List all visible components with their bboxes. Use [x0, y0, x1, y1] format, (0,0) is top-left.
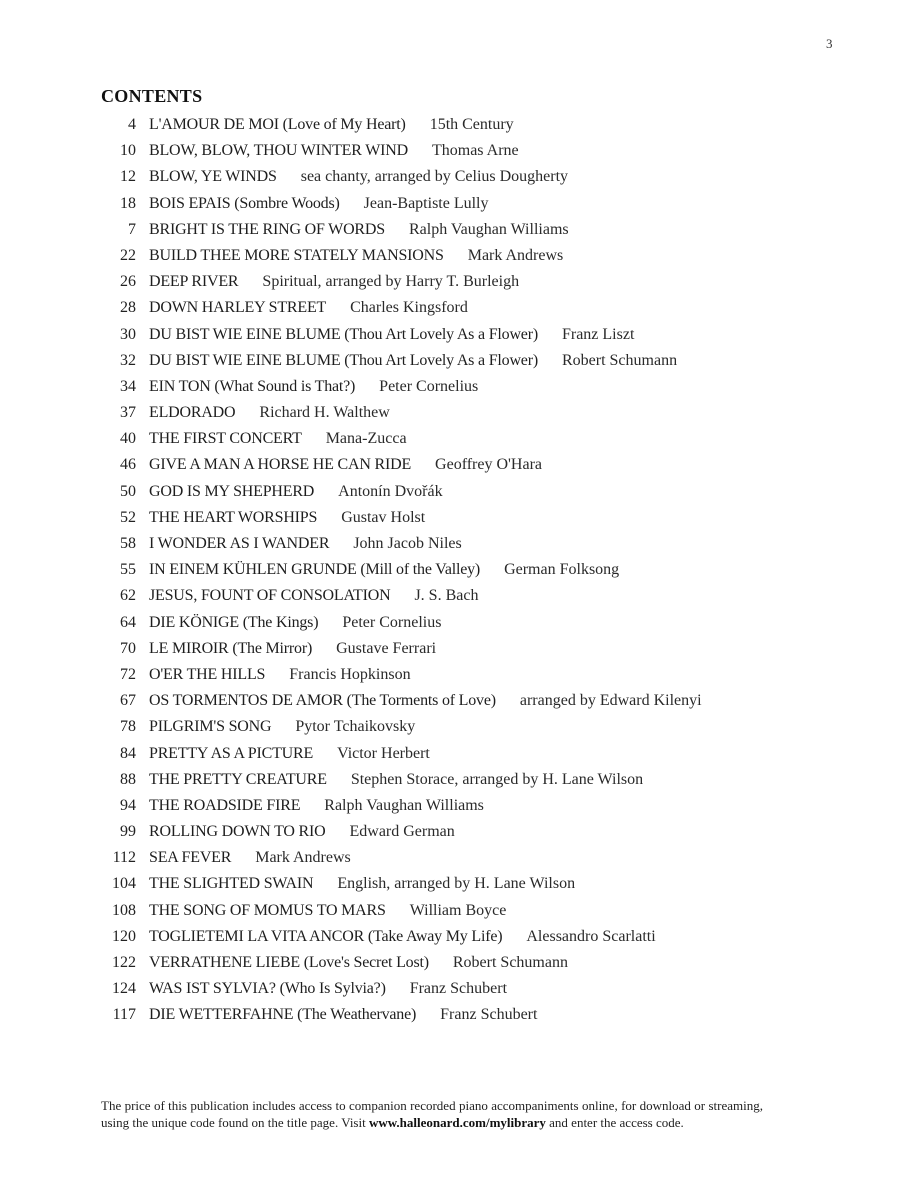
toc-entry[interactable] [100, 557, 702, 583]
toc-song-title: BLOW, YE WINDS [149, 168, 277, 186]
toc-entry[interactable] [100, 217, 702, 243]
toc-page-number: 7 [128, 220, 136, 238]
toc-composer: Stephen Storace, arranged by H. Lane Wilson [350, 770, 644, 788]
toc-entry[interactable] [100, 898, 702, 924]
toc-entry[interactable] [100, 662, 702, 688]
toc-composer: J. S. Bach [414, 587, 479, 605]
toc-song-title: DIE WETTERFAHNE (The Weathervane) [149, 1006, 417, 1024]
toc-song-title: ROLLING DOWN TO RIO [149, 823, 326, 841]
toc-composer: Edward German [349, 823, 455, 841]
toc-song-title: THE ROADSIDE FIRE [149, 796, 301, 814]
toc-page-number: 26 [120, 273, 136, 291]
toc-song-title: I WONDER AS I WANDER [149, 535, 330, 552]
toc-entry[interactable] [100, 688, 702, 714]
toc-entry[interactable] [100, 531, 702, 557]
toc-composer: Richard H. Walthew [259, 404, 390, 422]
toc-entry[interactable] [100, 479, 702, 505]
toc-page-number: 70 [120, 639, 136, 657]
toc-page-number: 99 [120, 823, 136, 841]
toc-composer: Spiritual, arranged by Harry T. Burleigh [262, 273, 520, 291]
toc-composer: Franz Schubert [440, 1006, 538, 1024]
toc-composer: Peter Cornelius [342, 613, 442, 631]
toc-page-number: 22 [120, 246, 136, 264]
toc-page-number: 18 [120, 194, 136, 212]
toc-composer: Pytor Tchaikovsky [295, 718, 416, 736]
toc-page-number: 34 [120, 377, 136, 395]
toc-composer: Franz Liszt [561, 325, 635, 343]
toc-song-title: THE FIRST CONCERT [149, 430, 302, 448]
toc-entry[interactable] [100, 636, 702, 662]
toc-entry[interactable] [100, 976, 702, 1002]
toc-page-number: 4 [128, 116, 136, 133]
toc-page-number: 88 [120, 770, 136, 788]
toc-song-title: DU BIST WIE EINE BLUME (Thou Art Lovely As a Flower) [149, 351, 538, 369]
toc-page-number: 104 [112, 875, 136, 893]
toc-page-number: 72 [120, 665, 136, 683]
toc-composer: Mana-Zucca [325, 430, 407, 448]
toc-page-number: 120 [112, 927, 136, 945]
toc-song-title: WAS IST SYLVIA? (Who Is Sylvia?) [149, 980, 386, 998]
toc-page-number: 12 [120, 168, 136, 186]
toc-page-number: 52 [120, 508, 136, 526]
toc-song-title: BOIS EPAIS (Sombre Woods) [149, 194, 340, 212]
toc-song-title: LE MIROIR (The Mirror) [149, 639, 313, 657]
toc-composer: Mark Andrews [467, 246, 564, 264]
toc-song-title: PILGRIM'S SONG [149, 718, 272, 736]
toc-song-title: BLOW, BLOW, THOU WINTER WIND [149, 142, 408, 160]
toc-entry[interactable] [100, 714, 702, 740]
toc-page-number: 32 [120, 351, 136, 369]
toc-composer: Franz Schubert [409, 980, 508, 998]
toc-composer: Antonín Dvořák [338, 482, 443, 500]
toc-composer: Victor Herbert [337, 744, 430, 762]
toc-song-title: EIN TON (What Sound is That?) [149, 377, 356, 395]
toc-entry[interactable] [100, 191, 702, 217]
toc-song-title: OS TORMENTOS DE AMOR (The Torments of Love) [149, 692, 496, 710]
toc-entry[interactable] [100, 295, 702, 321]
toc-page-number: 117 [112, 1006, 136, 1024]
toc-song-title: TOGLIETEMI LA VITA ANCOR (Take Away My Life) [149, 927, 503, 945]
toc-entry[interactable] [100, 374, 702, 400]
toc-page-number: 37 [120, 404, 136, 422]
footer-text: The price of this publication includes access to companion recorded piano accompaniments online, for download or streaming, using the unique code found on the title page. Visit [101, 1098, 763, 1130]
toc-song-title: SEA FEVER [149, 849, 232, 867]
toc-entry[interactable] [100, 845, 702, 871]
toc-composer: Robert Schumann [452, 954, 568, 971]
toc-entry[interactable] [100, 426, 702, 452]
toc-composer: Ralph Vaughan Williams [408, 220, 569, 238]
toc-entry[interactable] [100, 164, 702, 190]
toc-composer: Gustave Ferrari [336, 639, 437, 657]
toc-composer: 15th Century [429, 116, 514, 133]
toc-entry[interactable] [100, 741, 702, 767]
toc-page-number: 112 [112, 849, 136, 867]
toc-entry[interactable] [100, 112, 702, 138]
toc-song-title: THE SLIGHTED SWAIN [149, 875, 314, 893]
toc-song-title: VERRATHENE LIEBE (Love's Secret Lost) [149, 954, 429, 971]
toc-song-title: DIE KÖNIGE (The Kings) [149, 613, 319, 631]
toc-song-title: THE HEART WORSHIPS [149, 508, 318, 526]
table-of-contents [100, 112, 702, 1029]
toc-song-title: GOD IS MY SHEPHERD [149, 482, 315, 500]
toc-composer: Geoffrey O'Hara [435, 456, 543, 474]
toc-page-number: 62 [120, 587, 136, 605]
toc-entry[interactable] [100, 269, 702, 295]
toc-composer: Alessandro Scarlatti [526, 927, 656, 945]
toc-entry[interactable] [100, 452, 702, 478]
toc-composer: Charles Kingsford [350, 299, 468, 317]
toc-entry[interactable] [100, 871, 702, 897]
toc-song-title: BRIGHT IS THE RING OF WORDS [149, 220, 385, 238]
toc-entry[interactable] [100, 610, 702, 636]
toc-composer: sea chanty, arranged by Celius Dougherty [300, 168, 569, 186]
toc-song-title: O'ER THE HILLS [149, 665, 266, 683]
toc-song-title: ELDORADO [149, 404, 236, 422]
contents-heading: CONTENTS [101, 86, 203, 106]
toc-composer: Gustav Holst [341, 508, 426, 526]
toc-entry[interactable] [100, 138, 702, 164]
toc-song-title: L'AMOUR DE MOI (Love of My Heart) [149, 116, 406, 133]
toc-composer: English, arranged by H. Lane Wilson [337, 875, 576, 893]
toc-entry[interactable] [100, 583, 702, 609]
toc-song-title: DU BIST WIE EINE BLUME (Thou Art Lovely As a Flower) [149, 325, 538, 343]
toc-page-number: 108 [112, 901, 136, 919]
toc-page-number: 30 [120, 325, 136, 343]
toc-page-number: 40 [120, 430, 136, 448]
toc-song-title: BUILD THEE MORE STATELY MANSIONS [149, 246, 444, 264]
footer-note [101, 1097, 763, 1131]
toc-song-title: THE PRETTY CREATURE [149, 770, 327, 788]
toc-page-number: 46 [120, 456, 136, 474]
toc-entry[interactable] [100, 819, 702, 845]
toc-composer: John Jacob Niles [353, 535, 462, 552]
toc-song-title: GIVE A MAN A HORSE HE CAN RIDE [149, 456, 412, 474]
toc-page-number: 28 [120, 299, 136, 317]
toc-song-title: JESUS, FOUNT OF CONSOLATION [149, 587, 391, 605]
toc-song-title: IN EINEM KÜHLEN GRUNDE (Mill of the Valley) [149, 561, 481, 579]
page-number: 3 [826, 36, 833, 51]
toc-composer: Thomas Arne [431, 142, 519, 160]
toc-page-number: 122 [112, 954, 136, 971]
toc-page-number: 78 [120, 718, 136, 736]
toc-page-number: 124 [112, 980, 136, 998]
footer-text-end: and enter the access code. [545, 1115, 684, 1130]
toc-entry[interactable] [100, 950, 702, 976]
toc-composer: German Folksong [504, 561, 620, 579]
toc-entry[interactable] [100, 243, 702, 269]
toc-page-number: 64 [120, 613, 136, 631]
toc-page-number: 58 [120, 535, 136, 552]
toc-composer: Robert Schumann [561, 351, 678, 369]
toc-song-title: THE SONG OF MOMUS TO MARS [149, 901, 386, 919]
toc-entry[interactable] [100, 505, 702, 531]
toc-entry[interactable] [100, 793, 702, 819]
toc-composer: arranged by Edward Kilenyi [519, 692, 702, 710]
toc-page-number: 55 [120, 561, 136, 579]
toc-entry[interactable] [100, 1002, 702, 1028]
toc-composer: Ralph Vaughan Williams [324, 796, 484, 814]
toc-composer: William Boyce [409, 901, 507, 919]
toc-song-title: DEEP RIVER [149, 273, 239, 291]
toc-composer: Peter Cornelius [379, 377, 479, 395]
toc-composer: Jean-Baptiste Lully [363, 194, 489, 212]
toc-entry[interactable] [100, 400, 702, 426]
toc-entry[interactable] [100, 348, 702, 374]
toc-page-number: 84 [120, 744, 136, 762]
toc-page-number: 67 [120, 692, 136, 710]
toc-page-number: 94 [120, 796, 136, 814]
toc-page-number: 50 [120, 482, 136, 500]
toc-page-number: 10 [120, 142, 136, 160]
library-url-link[interactable]: www.halleonard.com/mylibrary [368, 1115, 546, 1130]
toc-song-title: PRETTY AS A PICTURE [149, 744, 314, 762]
toc-composer: Mark Andrews [255, 849, 351, 867]
toc-composer: Francis Hopkinson [289, 665, 411, 683]
toc-entry[interactable] [100, 924, 702, 950]
toc-entry[interactable] [100, 322, 702, 348]
toc-song-title: DOWN HARLEY STREET [149, 299, 327, 317]
toc-entry[interactable] [100, 767, 702, 793]
